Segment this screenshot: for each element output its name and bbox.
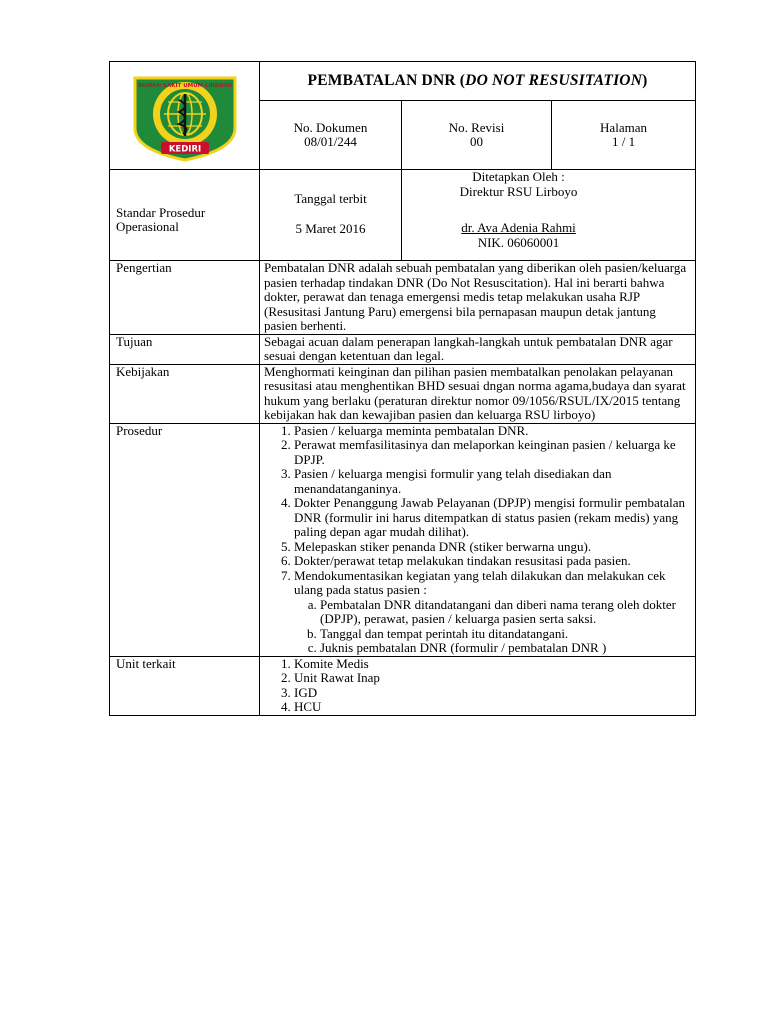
- prosedur-substep: b. Tanggal dan tempat perintah itu ditandatangani.: [320, 627, 691, 642]
- approver-title: Direktur RSU Lirboyo: [459, 183, 578, 199]
- page-value: 1 / 1: [611, 134, 636, 149]
- prosedur-step-text: Mendokumentasikan kegiatan yang telah dilakukan dan melakukan cek ulang pada status pasien :: [294, 567, 666, 597]
- approval-cell: [402, 170, 696, 261]
- prosedur-step: 3. Pasien / keluarga mengisi formulir yang telah disediakan dan menandatanganinya.: [294, 467, 691, 496]
- revision-value: 00: [470, 134, 483, 149]
- prosedur-label-cell: [110, 423, 260, 656]
- revision-label: No. Revisi: [448, 119, 505, 135]
- prosedur-step: 6. Dokter/perawat tetap melakukan tindakan resusitasi pada pasien.: [294, 554, 691, 569]
- prosedur-step-7: [294, 569, 691, 656]
- logo-text-bottom: KEDIRI: [168, 144, 201, 155]
- page-cell: [552, 101, 696, 170]
- tujuan-text: Sebagai acuan dalam penerapan langkah-langkah untuk pembatalan DNR agar sesuai dengan ketentuan dan legal.: [260, 334, 696, 364]
- kebijakan-text: Menghormati keinginan dan pilihan pasien membatalkan penolakan pelayanan resusitasi atau menghentikan BHD sesuai dngan norma agama,budaya dan syarat hukum yang berlaku (peraturan direktur nomor 09/1056/RSUL/IX/2015 tentang kebijakan hak dan kewajiban pasien dan keluarga RSU lirboyo): [260, 364, 696, 423]
- kebijakan-label: Kebijakan: [116, 363, 170, 379]
- prosedur-substep: a. Pembatalan DNR ditandatangani dan diberi nama terang oleh dokter (DPJP), perawat, pasien / keluarga pasien serta saksi.: [320, 598, 691, 627]
- approver-nik: NIK. 06060001: [477, 234, 560, 250]
- prosedur-sublist: [294, 598, 691, 656]
- sop-label-cell: [110, 170, 260, 261]
- tujuan-label: Tujuan: [116, 333, 153, 349]
- prosedur-list: [264, 424, 691, 656]
- unit-item: 2. Unit Rawat Inap: [294, 671, 691, 686]
- pengertian-text: Pembatalan DNR adalah sebuah pembatalan yang diberikan oleh pasien/keluarga pasien terhadap tindakan DNR (Do Not Resuscitation). Hal ini berarti bahwa dokter, perawat dan tenaga emergensi medis tetap melakukan usaha RJP (Resusitasi Jantung Paru) emergensi bila pernapasan maupun detak jantung pasien berhenti.: [260, 261, 696, 335]
- prosedur-step: 2. Perawat memfasilitasinya dan melaporkan keinginan pasien / keluarga ke DPJP.: [294, 438, 691, 467]
- issue-date-label: Tanggal terbit: [294, 191, 367, 206]
- document-number-value: 08/01/244: [304, 134, 357, 149]
- unit-cell: [260, 656, 696, 715]
- prosedur-step: 5. Melepaskan stiker penanda DNR (stiker berwarna ungu).: [294, 540, 691, 555]
- pengertian-label-cell: [110, 261, 260, 335]
- title-suffix: ): [642, 71, 648, 89]
- prosedur-step: 1. Pasien / keluarga meminta pembatalan DNR.: [294, 424, 691, 439]
- unit-item: 1. Komite Medis: [294, 657, 691, 672]
- sop-label: Standar Prosedur Operasional: [116, 204, 206, 234]
- logo-text-top: RUMAH SAKIT UMUM LIRBOYO: [137, 82, 232, 89]
- tujuan-label-cell: [110, 334, 260, 364]
- hospital-logo: [125, 64, 245, 164]
- sop-document: [109, 61, 695, 716]
- logo-cell: [110, 62, 260, 170]
- page-label: Halaman: [600, 119, 647, 135]
- unit-item: 4. HCU: [294, 700, 691, 715]
- unit-item: 3. IGD: [294, 686, 691, 701]
- prosedur-substep: c. Juknis pembatalan DNR (formulir / pembatalan DNR ): [320, 641, 691, 656]
- sop-table: [109, 61, 696, 716]
- approver-name: dr. Ava Adenia Rahmi: [461, 220, 576, 235]
- unit-label: Unit terkait: [116, 655, 176, 671]
- document-number-label: No. Dokumen: [293, 119, 368, 135]
- unit-list: [264, 657, 691, 715]
- revision-cell: [402, 101, 552, 170]
- issue-date-cell: [260, 170, 402, 261]
- document-title: [260, 62, 696, 101]
- prosedur-label: Prosedur: [116, 422, 163, 438]
- unit-label-cell: [110, 656, 260, 715]
- title-prefix: PEMBATALAN DNR (: [307, 71, 466, 89]
- issue-date-value: 5 Maret 2016: [295, 220, 366, 236]
- approved-by-label: Ditetapkan Oleh :: [472, 169, 565, 184]
- pengertian-label: Pengertian: [116, 260, 172, 275]
- document-number-cell: [260, 101, 402, 170]
- prosedur-cell: [260, 423, 696, 656]
- prosedur-step: 4. Dokter Penanggung Jawab Pelayanan (DPJP) mengisi formulir pembatalan DNR (formulir ini harus ditempatkan di status pasien (rekam medis) yang paling depan agar mudah dilihat).: [294, 496, 691, 540]
- kebijakan-label-cell: [110, 364, 260, 423]
- title-italic: DO NOT RESUSITATION: [465, 71, 643, 89]
